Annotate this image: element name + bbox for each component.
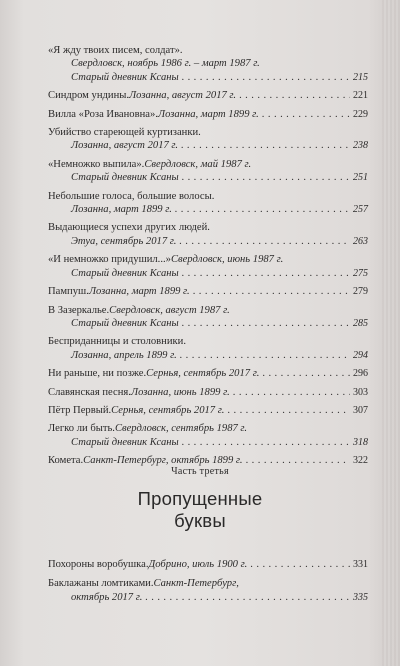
toc-entry bbox=[48, 108, 368, 121]
toc-entry-subtitle-line bbox=[48, 317, 368, 330]
toc-entry bbox=[48, 404, 368, 417]
toc-entry-subtitle-line bbox=[48, 71, 368, 84]
toc-entry-title: Пампуш. bbox=[48, 286, 89, 298]
leader-dots bbox=[227, 404, 350, 417]
toc-entry-subtitle: октябрь 2017 г. bbox=[71, 591, 143, 603]
toc-entry-page-number: 257 bbox=[353, 204, 368, 216]
toc-entry-title-line bbox=[48, 253, 368, 266]
toc-entry-title-line bbox=[48, 285, 368, 298]
toc-entry bbox=[48, 577, 368, 604]
toc-entry-place-date: Лозанна, март 1899 г. bbox=[88, 286, 190, 298]
toc-entry bbox=[48, 158, 368, 185]
leader-dots bbox=[181, 139, 350, 152]
toc-entry bbox=[48, 89, 368, 102]
part-title-line-2: буквы bbox=[174, 510, 226, 531]
toc-entry-page-number: 263 bbox=[353, 235, 368, 247]
leader-dots bbox=[182, 317, 350, 330]
toc-entry-place-date: Сернья, сентябрь 2017 г. bbox=[111, 404, 225, 416]
toc-entry-place-date: Сернья, сентябрь 2017 г. bbox=[146, 368, 260, 380]
toc-entry-title-line bbox=[48, 558, 368, 571]
toc-entry-place-date: Лозанна, март 1899 г. bbox=[157, 108, 259, 120]
toc-entry-page-number: 238 bbox=[353, 140, 368, 152]
toc-entry bbox=[48, 221, 368, 248]
toc-entry-title-line bbox=[48, 221, 368, 234]
toc-entry-page-number: 307 bbox=[353, 404, 368, 416]
leader-dots bbox=[182, 267, 350, 280]
toc-entry-subtitle: Старый дневник Ксаны bbox=[71, 267, 179, 279]
toc-entry-place-date: Свердловск, август 1987 г. bbox=[109, 304, 230, 316]
leader-dots bbox=[182, 71, 350, 84]
toc-entry-page-number: 251 bbox=[353, 172, 368, 184]
leader-dots bbox=[145, 591, 350, 604]
leader-dots bbox=[182, 171, 350, 184]
toc-entry-title-line bbox=[48, 404, 368, 417]
toc-entry-subtitle-line bbox=[48, 349, 368, 362]
toc-entry-title: Похороны воробушка. bbox=[48, 559, 149, 570]
toc-entry-title: Легко ли быть. bbox=[48, 423, 115, 435]
toc-entry-subtitle: Свердловск, ноябрь 1986 г. – март 1987 г. bbox=[71, 58, 260, 70]
leader-dots bbox=[180, 349, 350, 362]
toc-entry-place-date: Добрино, июль 1900 г. bbox=[148, 559, 248, 570]
toc-entry bbox=[48, 335, 368, 362]
toc-entry-page-number: 229 bbox=[353, 108, 368, 120]
toc-entry bbox=[48, 367, 368, 380]
toc-entry-title: «Я жду твоих писем, солдат». bbox=[48, 45, 183, 56]
toc-entry-title: «И немножко придушил...» bbox=[48, 254, 171, 266]
toc-entry bbox=[48, 422, 368, 449]
toc-entry-subtitle-line bbox=[48, 139, 368, 152]
toc-entry-title: Пётр Первый. bbox=[48, 404, 112, 416]
toc-entry-title: Бесприданницы и столовники. bbox=[48, 336, 186, 348]
toc-entry-title: Комета. bbox=[48, 455, 84, 467]
toc-entry-page-number: 331 bbox=[353, 559, 368, 570]
leader-dots bbox=[239, 89, 350, 102]
toc-entry-title: Синдром ундины. bbox=[48, 90, 129, 102]
toc-entry-subtitle: Лозанна, август 2017 г. bbox=[71, 140, 179, 152]
toc-entry-place-date: Свердловск, сентябрь 1987 г. bbox=[114, 423, 248, 435]
toc-entry bbox=[48, 190, 368, 217]
leader-dots bbox=[250, 558, 350, 571]
toc-entry-title: Небольшие голоса, большие волосы. bbox=[48, 190, 215, 202]
toc-entry-page-number: 294 bbox=[353, 349, 368, 361]
toc-entry-page-number: 303 bbox=[353, 386, 368, 398]
toc-entry-subtitle-line bbox=[48, 267, 368, 280]
toc-entry-page-number: 275 bbox=[353, 267, 368, 279]
toc-entry-place-date: Лозанна, август 2017 г. bbox=[129, 90, 237, 102]
toc-entry-subtitle: Лозанна, апрель 1899 г. bbox=[71, 349, 177, 361]
toc-entry-subtitle: Старый дневник Ксаны bbox=[71, 436, 179, 448]
table-of-contents-part-three bbox=[48, 558, 368, 610]
page-edge bbox=[382, 0, 400, 666]
part-title bbox=[0, 488, 400, 532]
leader-dots bbox=[179, 235, 350, 248]
toc-entry-subtitle-line bbox=[48, 235, 368, 248]
toc-entry-page-number: 318 bbox=[353, 436, 368, 448]
toc-entry-page-number: 215 bbox=[353, 71, 368, 83]
toc-entry-place-date: Санкт-Петербург, октябрь 1899 г. bbox=[83, 455, 243, 467]
toc-entry-title: Баклажаны ломтиками. bbox=[48, 578, 154, 590]
toc-entry-subtitle-line bbox=[48, 203, 368, 216]
leader-dots bbox=[193, 285, 350, 298]
toc-entry bbox=[48, 253, 368, 280]
toc-entry-page-number: 285 bbox=[353, 317, 368, 329]
toc-entry-title-line bbox=[48, 386, 368, 399]
toc-entry bbox=[48, 386, 368, 399]
toc-entry-title-line bbox=[48, 158, 368, 171]
toc-entry-title-line bbox=[48, 126, 368, 139]
toc-entry bbox=[48, 558, 368, 571]
toc-entry-subtitle-line bbox=[48, 57, 368, 70]
toc-entry bbox=[48, 304, 368, 331]
toc-entry-title-line bbox=[48, 190, 368, 203]
toc-entry-title-line bbox=[48, 108, 368, 121]
toc-entry bbox=[48, 126, 368, 153]
toc-entry-title-line bbox=[48, 44, 368, 57]
toc-entry-place-date: Санкт-Петербург, bbox=[153, 578, 239, 590]
toc-entry-subtitle: Этуа, сентябрь 2017 г. bbox=[71, 235, 177, 247]
toc-entry bbox=[48, 285, 368, 298]
leader-dots bbox=[182, 436, 350, 449]
part-label: Часть третья bbox=[171, 466, 229, 477]
toc-entry-title: Выдающиеся успехи других людей. bbox=[48, 222, 210, 234]
toc-entry-subtitle: Старый дневник Ксаны bbox=[71, 172, 179, 184]
toc-entry-title: Славянская песня. bbox=[48, 386, 131, 398]
part-title-line-1: Пропущенные bbox=[137, 488, 263, 509]
toc-entry-subtitle-line bbox=[48, 171, 368, 184]
toc-entry-page-number: 296 bbox=[353, 368, 368, 380]
toc-entry-title: Убийство стареющей куртизанки. bbox=[48, 127, 201, 139]
toc-entry-page-number: 335 bbox=[353, 591, 368, 603]
toc-entry-title-line bbox=[48, 577, 368, 590]
toc-entry-place-date: Свердловск, май 1987 г. bbox=[144, 158, 252, 170]
toc-entry-subtitle: Лозанна, март 1899 г. bbox=[71, 204, 172, 216]
toc-entry-title-line bbox=[48, 89, 368, 102]
toc-entry-subtitle: Старый дневник Ксаны bbox=[71, 317, 179, 329]
toc-entry bbox=[48, 44, 368, 84]
leader-dots bbox=[175, 203, 350, 216]
leader-dots bbox=[262, 108, 350, 121]
toc-entry-title-line bbox=[48, 335, 368, 348]
toc-entry-page-number: 221 bbox=[353, 90, 368, 102]
toc-entry-title: Вилла «Роза Ивановна». bbox=[48, 108, 158, 120]
toc-entry-title-line bbox=[48, 304, 368, 317]
toc-entry-title: «Немножко выпила». bbox=[48, 158, 145, 170]
toc-entry-page-number: 279 bbox=[353, 286, 368, 298]
toc-entry-subtitle: Старый дневник Ксаны bbox=[71, 71, 179, 83]
leader-dots bbox=[262, 367, 350, 380]
toc-entry-place-date: Свердловск, июнь 1987 г. bbox=[170, 254, 284, 266]
toc-entry-title: Ни раньше, ни позже. bbox=[48, 368, 147, 380]
toc-entry-subtitle-line bbox=[48, 591, 368, 604]
toc-entry-title-line bbox=[48, 422, 368, 435]
toc-entry-place-date: Лозанна, июнь 1899 г. bbox=[130, 386, 230, 398]
toc-entry-page-number: 322 bbox=[353, 455, 368, 467]
leader-dots bbox=[233, 386, 350, 399]
toc-entry-title-line bbox=[48, 367, 368, 380]
toc-entry-title: В Зазеркалье. bbox=[48, 304, 110, 316]
toc-entry-subtitle-line bbox=[48, 436, 368, 449]
table-of-contents bbox=[48, 44, 368, 473]
